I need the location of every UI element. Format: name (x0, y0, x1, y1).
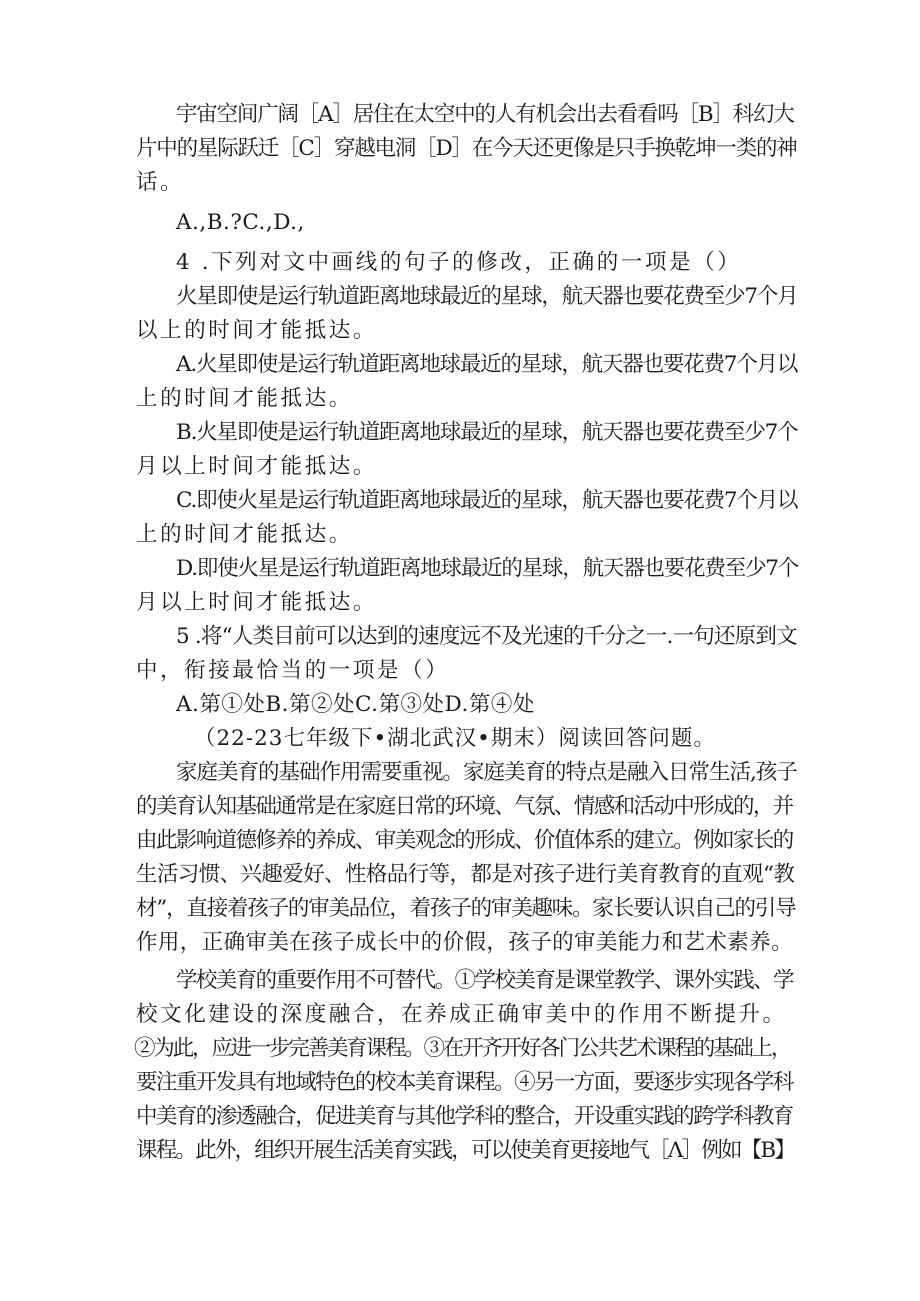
q4-option-b: B.火星即使是运行轨道距离地球最近的星球，航天器也要花费至少7个 (176, 420, 798, 445)
text-line: 话。 (136, 170, 185, 195)
source-note: （22-23七年级下•湖北武汉•期末）阅读回答问题。 (194, 726, 716, 751)
text-line: 学校美育的重要作用不可替代。①学校美育是课堂教学、课外实践、学 (176, 968, 793, 993)
q5-stem: 中，衔接最恰当的一项是（） (136, 658, 450, 683)
q3-options: A.,B.?C.,D., (176, 210, 305, 235)
q5-stem: 5 .将“人类目前可以达到的速度远不及光速的千分之一.一句还原到文 (176, 624, 797, 649)
q4-option-d: 月以上时间才能抵达。 (136, 590, 378, 615)
text-line: 要注重开发具有地域特色的校本美育课程。④另一方面，要逐步实现各学科 (136, 1070, 793, 1095)
passage-school (136, 964, 796, 1168)
text-line: 课程。此外，组织开展生活美育实践，可以使美育更接地气［Λ］例如【B】 (136, 1138, 795, 1163)
text-line: 由此影响道德修养的养成、审美观念的形成、价值体系的建立。例如家长的 (136, 828, 793, 853)
passage-family (136, 756, 796, 960)
q4-option-c: 上的时间才能抵达。 (136, 522, 353, 547)
text-line: 的美育认知基础通常是在家庭日常的环境、气氛、情感和活动中形成的，并 (136, 794, 793, 819)
text-line: 校文化建设的深度融合，在养成正确审美中的作用不断提升。 (136, 1002, 787, 1027)
text-line: 生活习惯、兴趣爱好、性格品行等，都是对孩子进行美育教育的直观“教 (136, 862, 795, 887)
q4-option-b: 月以上时间才能抵达。 (136, 454, 378, 479)
q4-option-a: 上的时间才能抵达。 (136, 386, 353, 411)
text-line: 家庭美育的基础作用需要重视。家庭美育的特点是融入日常生活,孩子 (176, 760, 797, 785)
text-line: 作用，正确审美在孩子成长中的价假，孩子的审美能力和艺术素养。 (136, 930, 794, 955)
question-4 (136, 246, 799, 620)
passage-top (136, 98, 796, 200)
q5-options: A.第①处B.第②处C.第③处D.第④处 (176, 692, 535, 717)
question-5 (136, 620, 796, 722)
q4-option-d: D.即使火星是运行轨道距离地球最近的星球，航天器也要花费至少7个 (176, 556, 799, 581)
text-line: 宇宙空间广阔［A］居住在太空中的人有机会出去看看吗［B］科幻大 (176, 102, 794, 127)
q4-sentence: 以上的时间才能抵达。 (136, 318, 378, 343)
text-line: 材”，直接着孩子的审美品位，着孩子的审美趣味。家长要认识自己的引导 (136, 896, 796, 921)
q4-option-c: C.即使火星是运行轨道距离地球最近的星球，航天器也要花费7个月以 (176, 488, 798, 513)
q4-stem: 4 .下列对文中画线的句子的修改，正确的一项是（） (176, 250, 742, 275)
q4-sentence: 火星即使是运行轨道距离地球最近的星球，航天器也要花费至少7个月 (176, 284, 798, 309)
q4-option-a: A.火星即使是运行轨道距离地球最近的星球，航天器也要花费7个月以 (176, 352, 798, 377)
text-line: ②为此，应进一步完善美育课程。③在开齐开好各门公共艺术课程的基础上， (134, 1036, 791, 1061)
text-line: 片中的星际跃迁［C］穿越电洞［D］在今天还更像是只手换乾坤一类的神 (136, 136, 797, 161)
document-page (134, 98, 799, 1168)
text-line: 中美育的渗透融合，促进美育与其他学科的整合，开设重实践的跨学科教育 (136, 1104, 793, 1129)
